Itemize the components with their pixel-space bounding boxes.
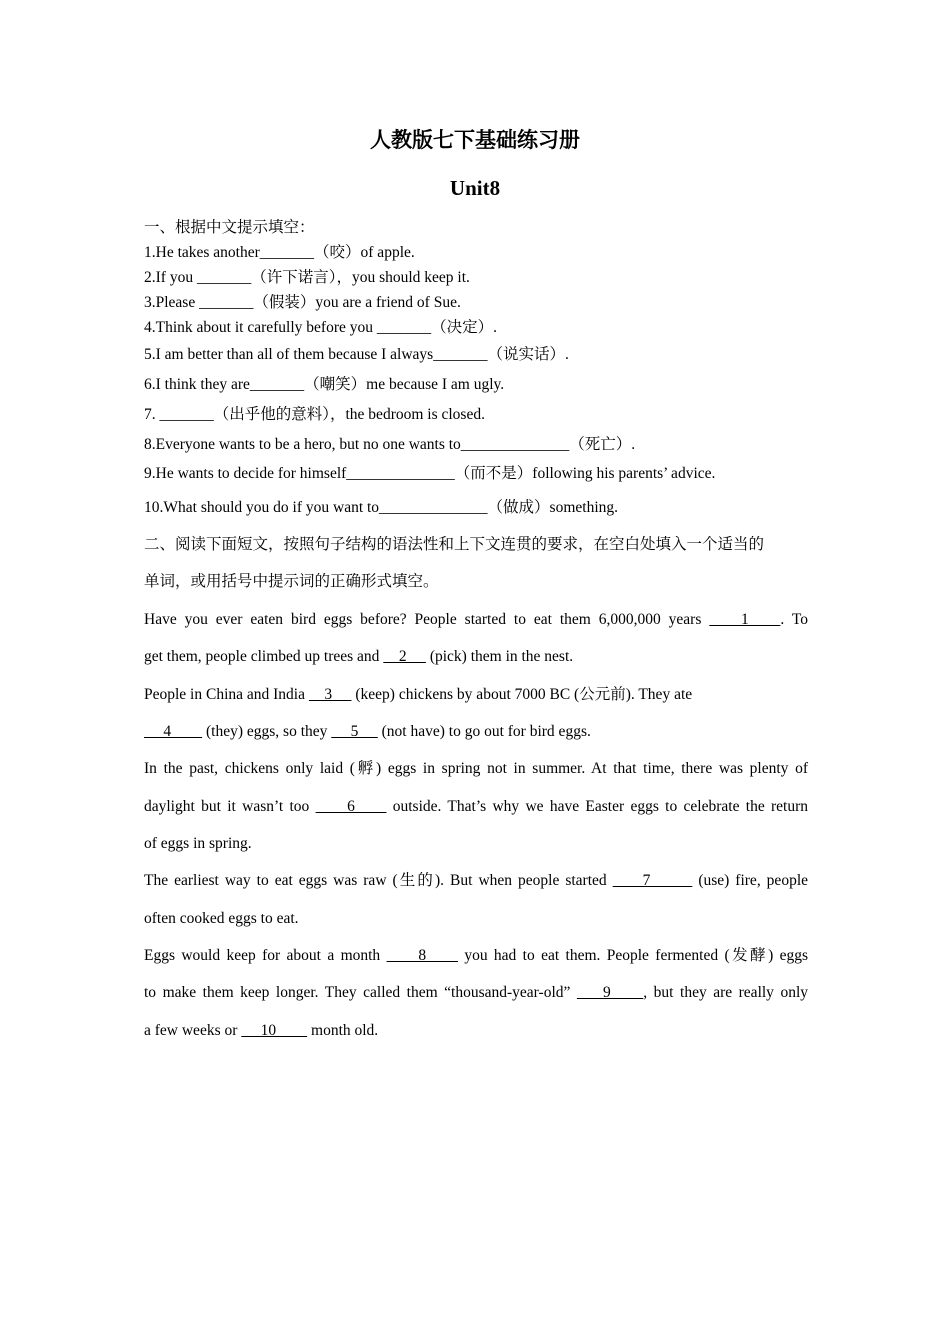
- passage-text: daylight but it wasn’t too: [144, 798, 310, 815]
- passage-line: [144, 610, 808, 630]
- passage-text: you had to eat them. People fermented (发酵) eggs: [464, 947, 809, 964]
- exercise-item: 1.He takes another_______（咬）of apple.: [144, 244, 415, 261]
- passage-line: [144, 722, 808, 742]
- passage-text: (they) eggs, so they: [206, 723, 328, 740]
- blank-4: 4: [144, 723, 203, 740]
- passage-text: . To: [780, 611, 809, 628]
- passage-text: (keep) chickens by about 7000 BC (公元前). They ate: [355, 686, 693, 703]
- passage-text: The earliest way to eat eggs was raw (生的). But when people started: [144, 872, 607, 889]
- blank-9: 9: [576, 984, 644, 1001]
- passage-text: outside. That’s why we have Easter eggs to celebrate the return: [392, 798, 809, 815]
- blank-3: 3: [308, 686, 352, 703]
- passage-text: to make them keep longer. They called them “thousand-year-old”: [144, 984, 571, 1001]
- exercise-item: 8.Everyone wants to be a hero, but no one wants to______________（死亡）.: [144, 436, 636, 453]
- blank-7: 7: [612, 872, 693, 889]
- passage-line: In the past, chickens only laid (孵) eggs in spring not in summer. At that time, there was plenty of: [144, 760, 808, 777]
- section1-heading: 一、根据中文提示填空：: [144, 219, 315, 236]
- exercise-item: 5.I am better than all of them because I always_______（说实话）.: [144, 346, 569, 363]
- passage-text: get them, people climbed up trees and: [144, 648, 380, 665]
- passage-text: (pick) them in the nest.: [429, 648, 574, 665]
- passage-text: (not have) to go out for bird eggs.: [381, 723, 591, 740]
- passage-line: [144, 983, 808, 1003]
- passage-line: [144, 871, 808, 891]
- section2-heading-cont: 单词，或用括号中提示词的正确形式填空。: [144, 573, 439, 590]
- passage-line: [144, 685, 808, 705]
- blank-6: 6: [315, 798, 387, 815]
- exercise-item: 3.Please _______（假装）you are a friend of Sue.: [144, 294, 461, 311]
- passage-text: month old.: [311, 1022, 379, 1039]
- passage-text: Have you ever eaten bird eggs before? People started to eat them 6,000,000 years: [144, 611, 702, 628]
- blank-8: 8: [386, 947, 458, 964]
- passage-text: , but they are really only: [643, 984, 808, 1001]
- passage-line: [144, 797, 808, 817]
- exercise-item: 9.He wants to decide for himself______________（而不是）following his parents’ advice.: [144, 465, 716, 482]
- passage-line: [144, 946, 808, 966]
- passage-text: a few weeks or: [144, 1022, 238, 1039]
- exercise-item: 4.Think about it carefully before you _______（决定）.: [144, 319, 497, 336]
- blank-5: 5: [331, 723, 378, 740]
- exercise-item: 10.What should you do if you want to______________（做成）something.: [144, 499, 619, 516]
- passage-line: [144, 647, 808, 667]
- blank-2: 2: [383, 648, 426, 665]
- passage-line: [144, 1021, 808, 1041]
- document-title: 人教版七下基础练习册: [370, 128, 580, 152]
- section2-heading: 二、阅读下面短文，按照句子结构的语法性和上下文连贯的要求，在空白处填入一个适当的: [144, 536, 765, 553]
- passage-text: People in China and India: [144, 686, 305, 703]
- exercise-item: 2.If you _______（许下诺言），you should keep it.: [144, 269, 470, 286]
- exercise-item: 7. _______（出乎他的意料），the bedroom is closed.: [144, 406, 485, 423]
- passage-text: (use) fire, people: [698, 872, 809, 889]
- passage-text: Eggs would keep for about a month: [144, 947, 381, 964]
- blank-10: 10: [241, 1022, 308, 1039]
- exercise-item: 6.I think they are_______（嘲笑）me because I am ugly.: [144, 376, 505, 393]
- unit-title: Unit8: [449, 176, 501, 200]
- passage-line: of eggs in spring.: [144, 835, 252, 852]
- passage-line: often cooked eggs to eat.: [144, 910, 299, 927]
- blank-1: 1: [709, 611, 781, 628]
